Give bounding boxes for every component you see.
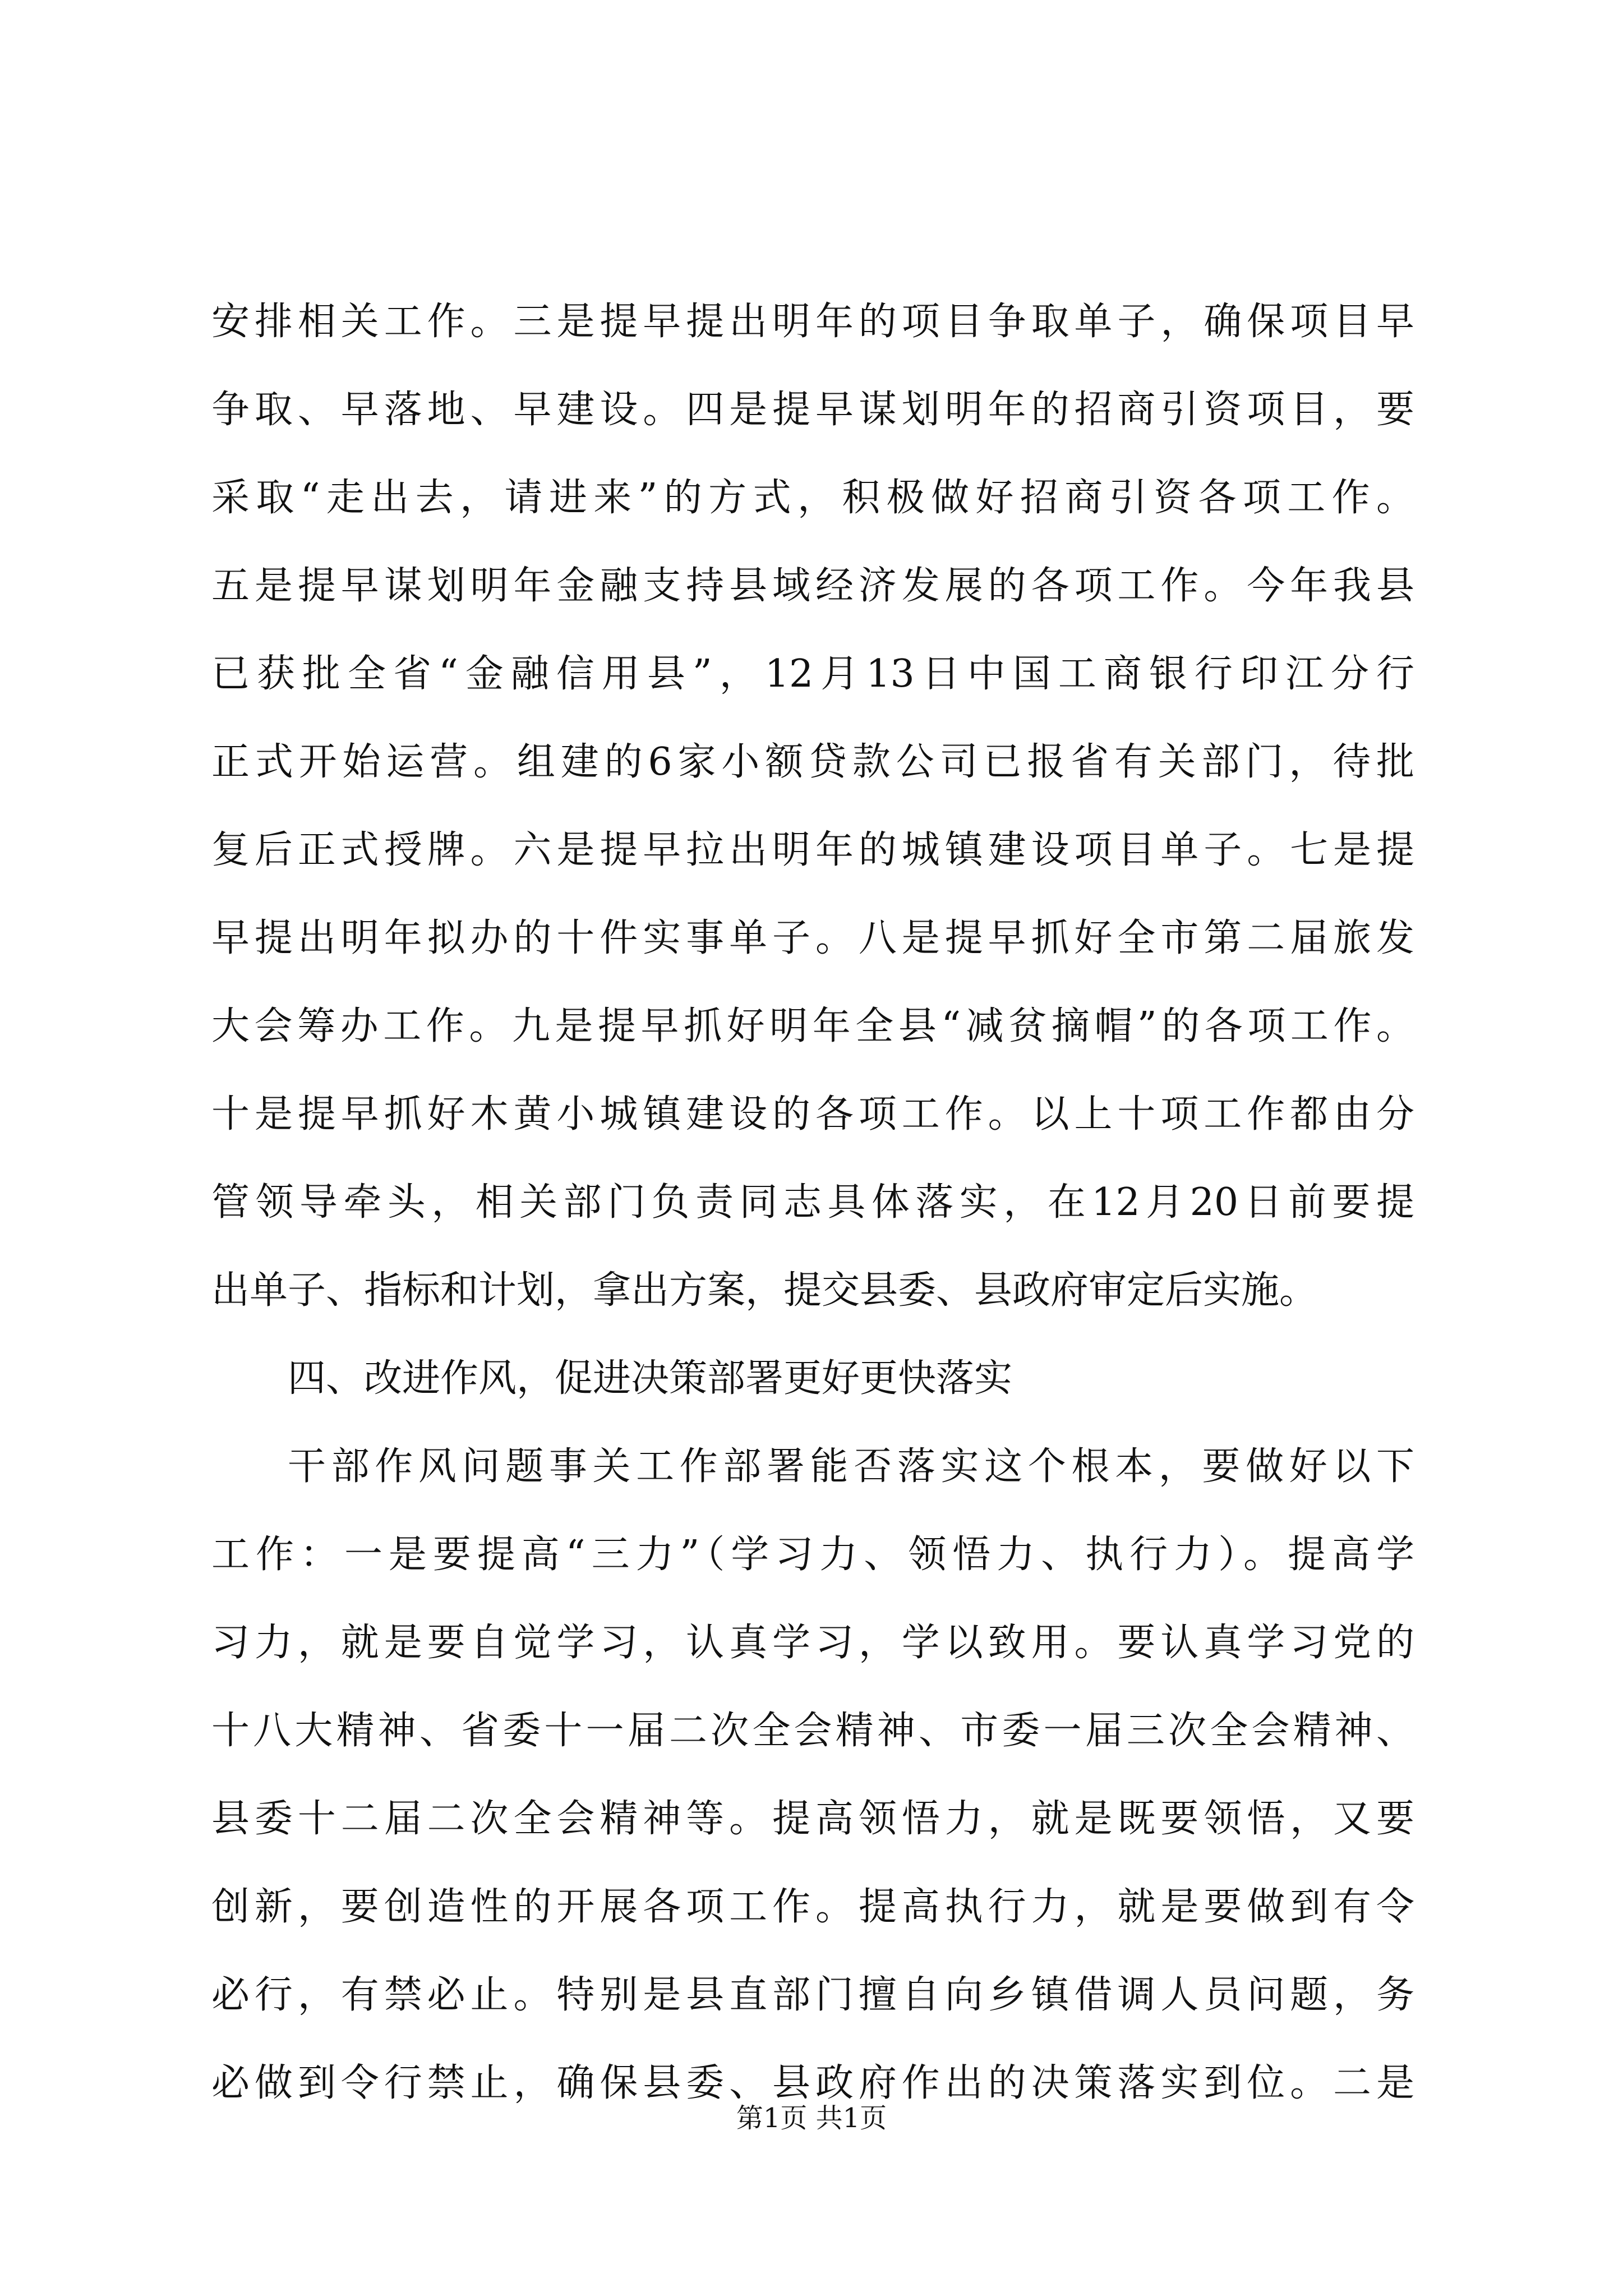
text-line: 已获批全省“金融信用县”，12月13日中国工商银行印江分行 — [211, 652, 1414, 696]
text-line: 大会筹办工作。九是提早抓好明年全县“减贫摘帽”的各项工作。 — [211, 1004, 1414, 1048]
text-line: 安排相关工作。三是提早提出明年的项目争取单子，确保项目早 — [211, 300, 1414, 344]
page-footer — [0, 2096, 1623, 2135]
text-line: 正式开始运营。组建的6家小额贷款公司已报省有关部门，待批 — [211, 740, 1414, 784]
text-line: 必行，有禁必止。特别是县直部门擅自向乡镇借调人员问题，务 — [211, 1973, 1414, 2017]
text-line: 早提出明年拟办的十件实事单子。八是提早抓好全市第二届旅发 — [211, 916, 1414, 960]
text-line: 习力，就是要自觉学习，认真学习，学以致用。要认真学习党的 — [211, 1621, 1414, 1665]
text-line: 必做到令行禁止，确保县委、县政府作出的决策落实到位。二是 — [211, 2061, 1414, 2105]
text-line: 工作：一是要提高“三力”（学习力、领悟力、执行力）。提高学 — [211, 1533, 1414, 1577]
page-number: 第1页 共1页 — [736, 2102, 887, 2134]
text-line: 复后正式授牌。六是提早拉出明年的城镇建设项目单子。七是提 — [211, 828, 1414, 872]
paragraph-first-line: 干部作风问题事关工作部署能否落实这个根本，要做好以下 — [288, 1444, 1414, 1489]
document-body — [211, 278, 1414, 2127]
text-line: 出单子、指标和计划，拿出方案，提交县委、县政府审定后实施。 — [211, 1268, 1318, 1313]
text-line: 十八大精神、省委十一届二次全会精神、市委一届三次全会精神、 — [211, 1709, 1414, 1753]
text-line: 十是提早抓好木黄小城镇建设的各项工作。以上十项工作都由分 — [211, 1092, 1414, 1137]
text-line: 争取、早落地、早建设。四是提早谋划明年的招商引资项目，要 — [211, 388, 1414, 432]
text-line: 管领导牵头，相关部门负责同志具体落实，在12月20日前要提 — [211, 1180, 1414, 1225]
text-line: 创新，要创造性的开展各项工作。提高执行力，就是要做到有令 — [211, 1885, 1414, 1929]
section-heading: 四、改进作风，促进决策部署更好更快落实 — [288, 1356, 1013, 1401]
text-line: 五是提早谋划明年金融支持县域经济发展的各项工作。今年我县 — [211, 564, 1414, 608]
text-line: 采取“走出去，请进来”的方式，积极做好招商引资各项工作。 — [211, 476, 1414, 520]
text-line: 县委十二届二次全会精神等。提高领悟力，就是既要领悟，又要 — [211, 1797, 1414, 1841]
